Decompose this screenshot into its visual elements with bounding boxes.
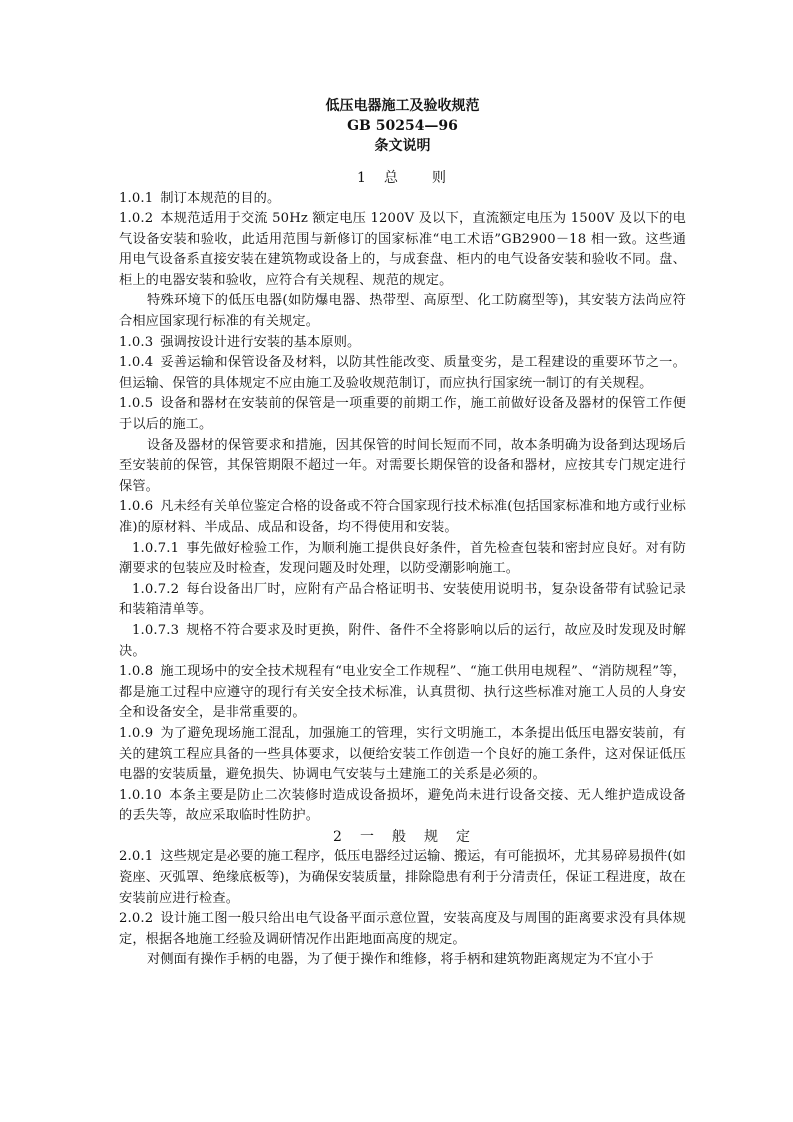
document-page [119,96,686,971]
clause-paragraph [119,847,686,909]
clause-number: 1.0.8 [119,664,154,680]
clause-paragraph [119,189,686,210]
standard-code: GB 50254—96 [347,118,458,134]
clause-text: 本条主要是防止二次装修时造成设备损坏，避免尚未进行设备交接、无人维护造成设备的丢失等，故应采取临时性防护。 [119,787,686,824]
clause-paragraph [119,394,686,435]
clause-number: 2.0.1 [119,849,154,865]
clause-text: 特殊环境下的低压电器(如防爆电器、热带型、高原型、化工防腐型等)，其安装方法尚应符合相应国家现行标准的有关规定。 [119,293,686,330]
clause-text: 设备和器材在安装前的保管是一项重要的前期工作，施工前做好设备及器材的保管工作便于以后的施工。 [119,396,686,433]
clause-number: 1.0.2 [119,211,154,227]
clause-number: 1.0.5 [119,396,154,412]
clause-paragraph [119,621,686,662]
clause-paragraph [119,786,686,827]
clause-paragraph [119,909,686,950]
continuation-paragraph [119,950,686,971]
clause-text: 凡未经有关单位鉴定合格的设备或不符合国家现行技术标准(包括国家标准和地方或行业标准)的原材料、半成品、成品和设备，均不得使用和安装。 [119,499,686,535]
clause-number: 1.0.3 [119,334,154,350]
clause-number: 1.0.7.1 [132,540,180,556]
clause-number: 2.0.2 [119,911,154,927]
clause-number: 1.0.4 [119,355,154,371]
clause-number: 1.0.7.2 [132,581,180,597]
clause-paragraph [119,333,686,354]
clause-paragraph [119,497,686,538]
clause-text: 规格不符合要求及时更换，附件、备件不全将影响以后的运行，故应及时发现及时解决。 [119,622,686,659]
clause-number: 1.0.7.3 [132,622,180,638]
clause-text: 妥善运输和保管设备及材料，以防其性能改变、质量变劣，是工程建设的重要环节之一。但运输、保管的具体规定不应由施工及验收规范制订，而应执行国家统一制订的有关规程。 [119,355,686,391]
clause-text: 本规范适用于交流 50Hz 额定电压 1200V 及以下，直流额定电压为 1500V 及以下的电气设备安装和验收，此适用范围与新修订的国家标准“电工术语”GB2900－18 相一致。这些通用电气设备系直接安装在建筑物或设备上的，与成套盘、柜内的电气设备安装和验收不同。盘、柜上的电器安装和验收，应符合有关规程、规范的规定。 [119,211,686,288]
document-body [119,168,686,971]
document-title: 低压电器施工及验收规范 [325,98,480,114]
clause-text: 每台设备出厂时，应附有产品合格证明书、安装使用说明书，复杂设备带有试验记录和装箱清单等。 [119,581,686,618]
clause-paragraph [119,662,686,724]
clause-text: 强调按设计进行安装的基本原则。 [160,334,361,350]
clause-paragraph [119,209,686,291]
clause-number: 1.0.10 [119,787,162,803]
clause-paragraph [119,539,686,580]
clause-text: 为了避免现场施工混乱，加强施工的管理，实行文明施工，本条提出低压电器安装前，有关的建筑工程应具备的一些具体要求，以便给安装工作创造一个良好的施工条件，这对保证低压电器的安装质量，避免损失、协调电气安装与土建施工的关系是必须的。 [119,725,686,783]
clause-text: 设备及器材的保管要求和措施，因其保管的时间长短而不同，故本条明确为设备到达现场后至安装前的保管，其保管期限不超过一年。对需要长期保管的设备和器材，应按其专门规定进行保管。 [119,437,686,494]
clause-text: 设计施工图一般只给出电气设备平面示意位置，安装高度及与周围的距离要求没有具体规定，根据各地施工经验及调研情况作出距地面高度的规定。 [119,911,686,947]
clause-number: 1.0.9 [119,725,154,741]
clause-paragraph [119,580,686,621]
section-heading: 2 一 般 规 定 [333,828,472,845]
clause-paragraph [119,724,686,786]
continuation-paragraph [119,436,686,498]
section-heading: 1 总 则 [357,170,448,186]
clause-text: 对侧面有操作手柄的电器，为了便于操作和维修，将手柄和建筑物距离规定为不宜小于 [147,952,654,968]
continuation-paragraph [119,291,686,332]
clause-text: 制订本规范的目的。 [160,190,281,206]
clause-text: 事先做好检验工作，为顺利施工提供良好条件，首先检查包装和密封应良好。对有防潮要求的包装应及时检查，发现问题及时处理，以防受潮影响施工。 [119,540,686,577]
clause-paragraph [119,353,686,394]
clause-text: 施工现场中的安全技术规程有“电业安全工作规程”、“施工供用电规程”、“消防规程”等，都是施工过程中应遵守的现行有关安全技术标准，认真贯彻、执行这些标准对施工人员的人身安全和设备安全，是非常重要的。 [119,664,686,721]
clause-text: 这些规定是必要的施工程序，低压电器经过运输、搬运，有可能损坏，尤其易碎易损件(如瓷座、灭弧罩、绝缘底板等)，为确保安装质量，排除隐患有利于分清责任，保证工程进度，故在安装前应进行检查。 [119,849,686,906]
clause-number: 1.0.1 [119,190,154,206]
document-subtitle: 条文说明 [374,138,431,154]
clause-number: 1.0.6 [119,499,154,515]
